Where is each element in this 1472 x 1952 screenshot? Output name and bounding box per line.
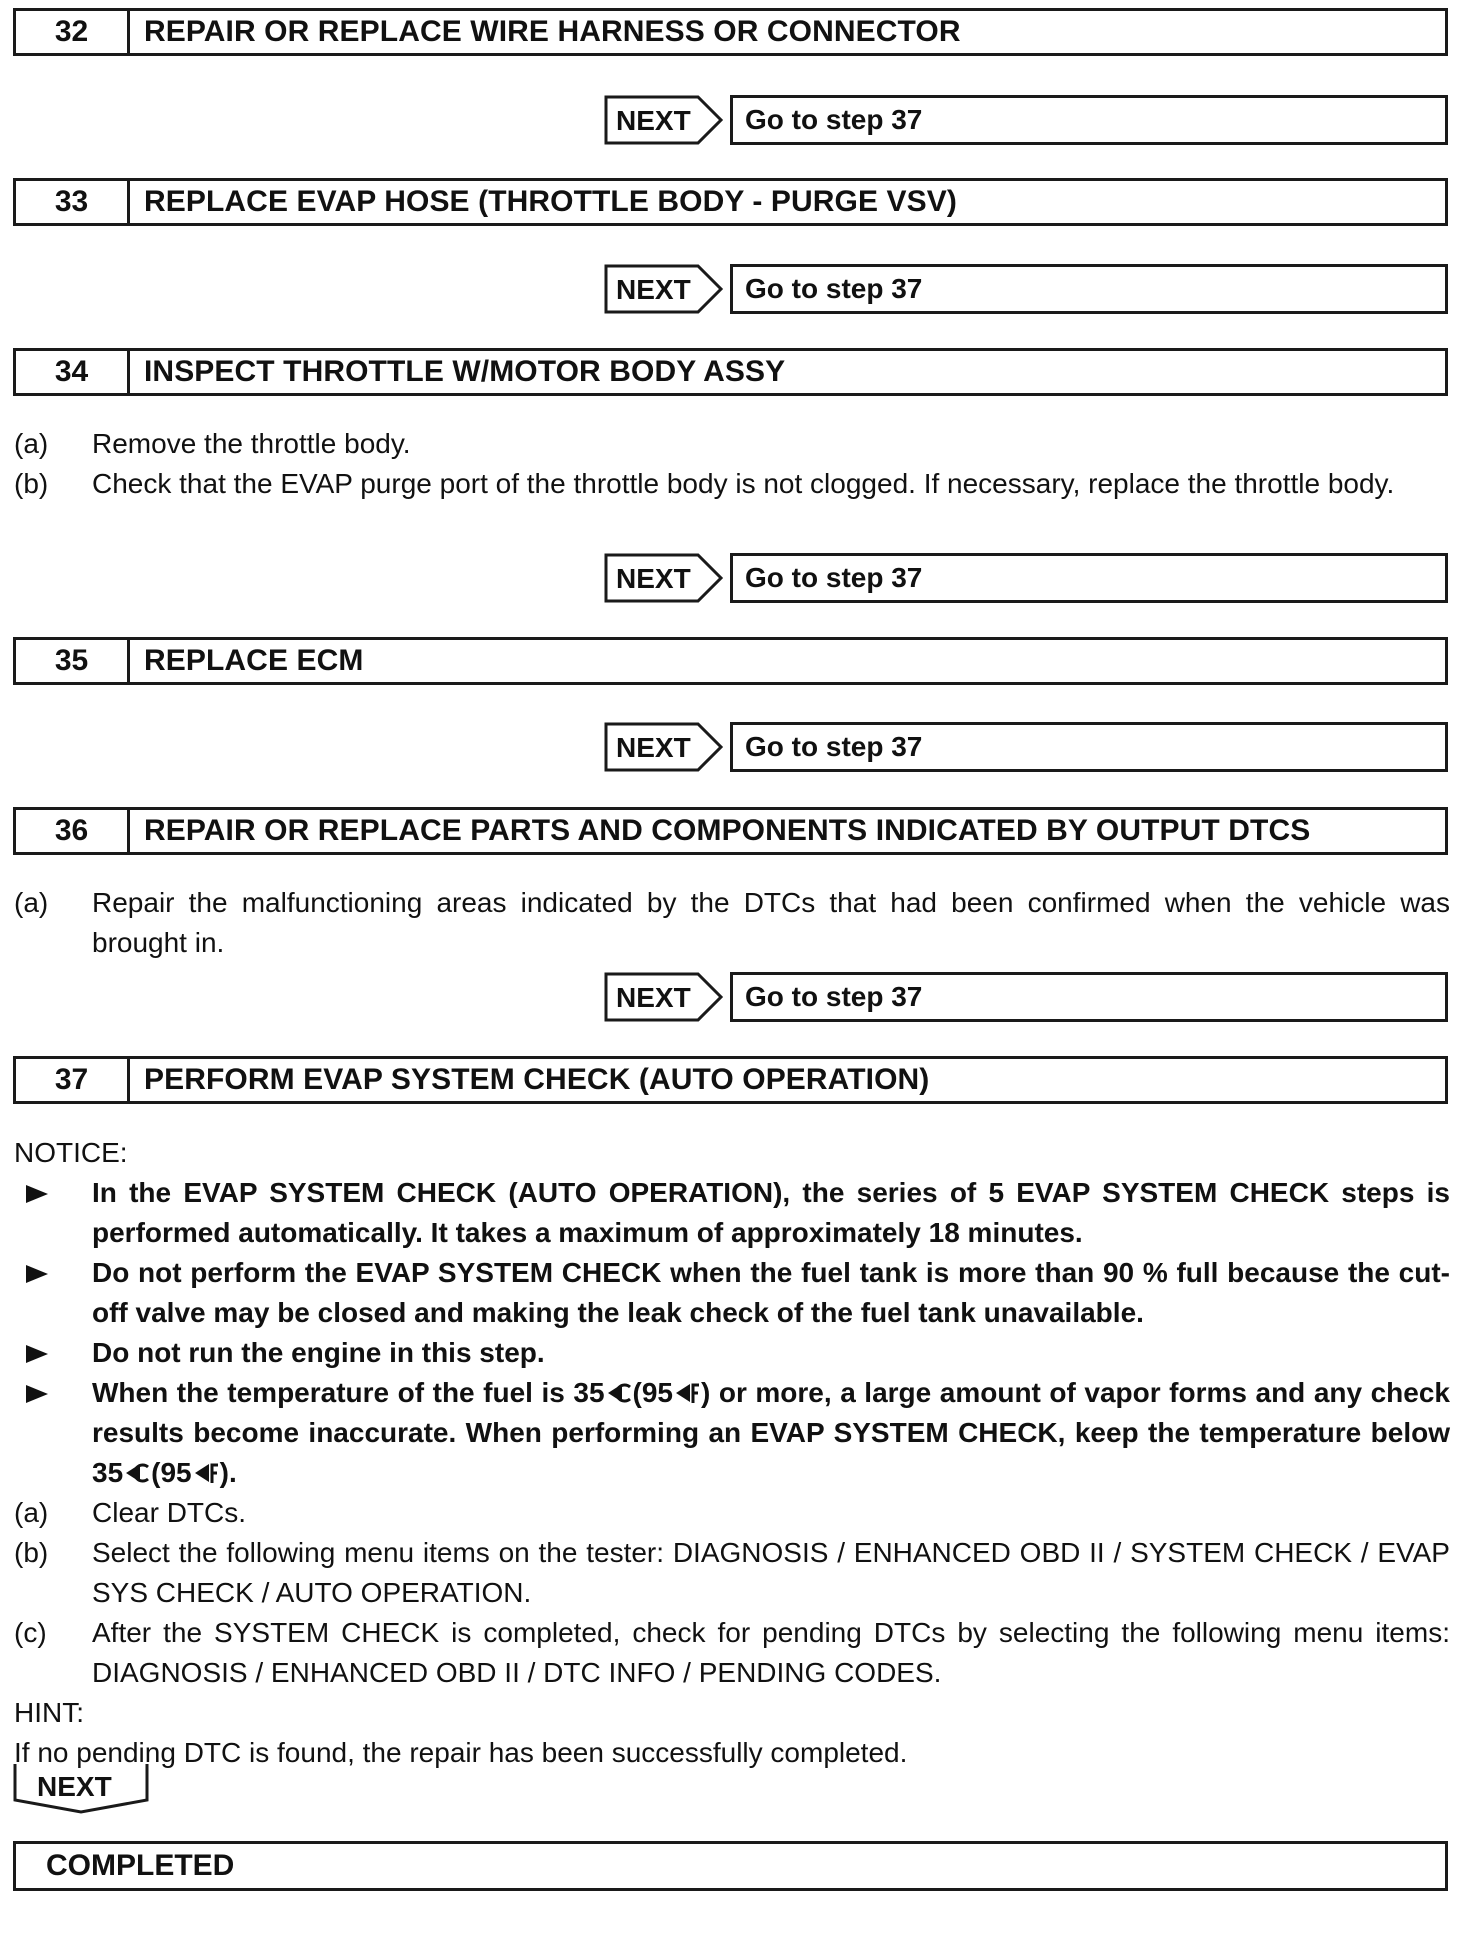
step-number: 36	[16, 810, 130, 852]
item-text: Repair the malfunctioning areas indicated by the DTCs that had been confirmed when the vehicle was brought in.	[92, 887, 1450, 958]
degree-fahrenheit-icon	[674, 1381, 700, 1405]
goto-box: Go to step 37	[730, 972, 1448, 1022]
degree-celsius-icon	[124, 1461, 150, 1485]
item-label: (a)	[14, 887, 49, 918]
step34-item-b	[14, 464, 1450, 504]
notice-bullet-2	[14, 1253, 1450, 1333]
completed-box: COMPLETED	[13, 1841, 1448, 1891]
next-label: NEXT	[37, 1771, 112, 1802]
notice-text: Do not run the engine in this step.	[92, 1337, 545, 1368]
next-arrow-box[interactable]	[604, 553, 723, 603]
next-row-36	[604, 972, 1448, 1022]
triangle-bullet-icon	[24, 1333, 54, 1373]
step37-item-b	[14, 1533, 1450, 1613]
hint-label: HINT:	[14, 1697, 84, 1728]
goto-box: Go to step 37	[730, 264, 1448, 314]
step37-item-c	[14, 1613, 1450, 1693]
step-number: 32	[16, 11, 130, 53]
notice-text-part: ).	[219, 1457, 237, 1488]
item-label: (a)	[14, 1497, 49, 1528]
notice-bullet-1	[14, 1173, 1450, 1253]
item-label: (c)	[14, 1617, 47, 1648]
triangle-bullet-icon	[24, 1173, 54, 1213]
step-header-37	[13, 1056, 1448, 1104]
next-arrow-box[interactable]	[604, 264, 723, 314]
item-text: Check that the EVAP purge port of the throttle body is not clogged. If necessary, replace the throttle body.	[92, 468, 1395, 499]
next-row-34	[604, 553, 1448, 603]
step-header-36	[13, 807, 1448, 855]
item-text: Remove the throttle body.	[92, 428, 411, 459]
item-label: (a)	[14, 428, 49, 459]
degree-celsius-icon	[606, 1381, 632, 1405]
next-label: NEXT	[616, 563, 691, 594]
item-text: Select the following menu items on the tester: DIAGNOSIS / ENHANCED OBD II / SYSTEM CHECK / EVAP SYS CHECK / AUTO OPERATION.	[92, 1537, 1450, 1608]
step37-item-a	[14, 1493, 1450, 1533]
step-title: REPAIR OR REPLACE PARTS AND COMPONENTS INDICATED BY OUTPUT DTCS	[144, 814, 1311, 847]
degree-fahrenheit-icon	[193, 1461, 219, 1485]
notice-text-part: (95	[151, 1457, 192, 1488]
goto-box: Go to step 37	[730, 722, 1448, 772]
next-label: NEXT	[616, 732, 691, 763]
notice-label: NOTICE:	[14, 1137, 128, 1168]
next-arrow-box[interactable]	[604, 722, 723, 772]
step-header-32	[13, 8, 1448, 56]
notice-text-part: ) or more, a large amount of vapor forms and any check results become inaccurate. When performing an EVAP SYSTEM CHECK, keep the temperature below 35	[92, 1377, 1450, 1488]
next-label: NEXT	[616, 105, 691, 136]
next-row-32	[604, 95, 1448, 145]
step34-item-a	[14, 424, 1450, 464]
notice-text	[92, 1373, 1450, 1493]
next-label: NEXT	[616, 982, 691, 1013]
item-label: (b)	[14, 468, 49, 499]
next-label: NEXT	[616, 274, 691, 305]
step-title: INSPECT THROTTLE W/MOTOR BODY ASSY	[144, 355, 786, 388]
triangle-bullet-icon	[24, 1253, 54, 1293]
next-arrow-box[interactable]	[604, 972, 723, 1022]
step-header-35	[13, 637, 1448, 685]
item-text: Clear DTCs.	[92, 1497, 247, 1528]
notice-bullet-4	[14, 1373, 1450, 1493]
step-number: 35	[16, 640, 130, 682]
step-number: 34	[16, 351, 130, 393]
triangle-bullet-icon	[24, 1373, 54, 1413]
step-number: 37	[16, 1059, 130, 1101]
item-text: After the SYSTEM CHECK is completed, check for pending DTCs by selecting the following menu items: DIAGNOSIS / ENHANCED OBD II / DTC INFO / PENDING CODES.	[92, 1617, 1450, 1688]
item-label: (b)	[14, 1537, 49, 1568]
next-row-35	[604, 722, 1448, 772]
goto-box: Go to step 37	[730, 95, 1448, 145]
step-title: REPLACE EVAP HOSE (THROTTLE BODY - PURGE VSV)	[144, 185, 957, 218]
notice-bullet-3	[14, 1333, 1450, 1373]
notice-text-part: When the temperature of the fuel is 35	[92, 1377, 605, 1408]
step36-item-a	[14, 883, 1450, 963]
notice-text: In the EVAP SYSTEM CHECK (AUTO OPERATION), the series of 5 EVAP SYSTEM CHECK steps is performed automatically. It takes a maximum of approximately 18 minutes.	[92, 1177, 1450, 1248]
step-header-34	[13, 348, 1448, 396]
notice-text-part: (95	[632, 1377, 673, 1408]
next-row-33	[604, 264, 1448, 314]
step-title: PERFORM EVAP SYSTEM CHECK (AUTO OPERATION)	[144, 1063, 930, 1096]
next-down-box[interactable]	[13, 1762, 149, 1814]
step-header-33	[13, 178, 1448, 226]
goto-box: Go to step 37	[730, 553, 1448, 603]
notice-text: Do not perform the EVAP SYSTEM CHECK when the fuel tank is more than 90 % full because the cut-off valve may be closed and making the leak check of the fuel tank unavailable.	[92, 1257, 1450, 1328]
next-arrow-box[interactable]	[604, 95, 723, 145]
step-title: REPAIR OR REPLACE WIRE HARNESS OR CONNECTOR	[144, 15, 961, 48]
step-title: REPLACE ECM	[144, 644, 364, 677]
hint-text: If no pending DTC is found, the repair has been successfully completed.	[14, 1737, 908, 1768]
step-number: 33	[16, 181, 130, 223]
